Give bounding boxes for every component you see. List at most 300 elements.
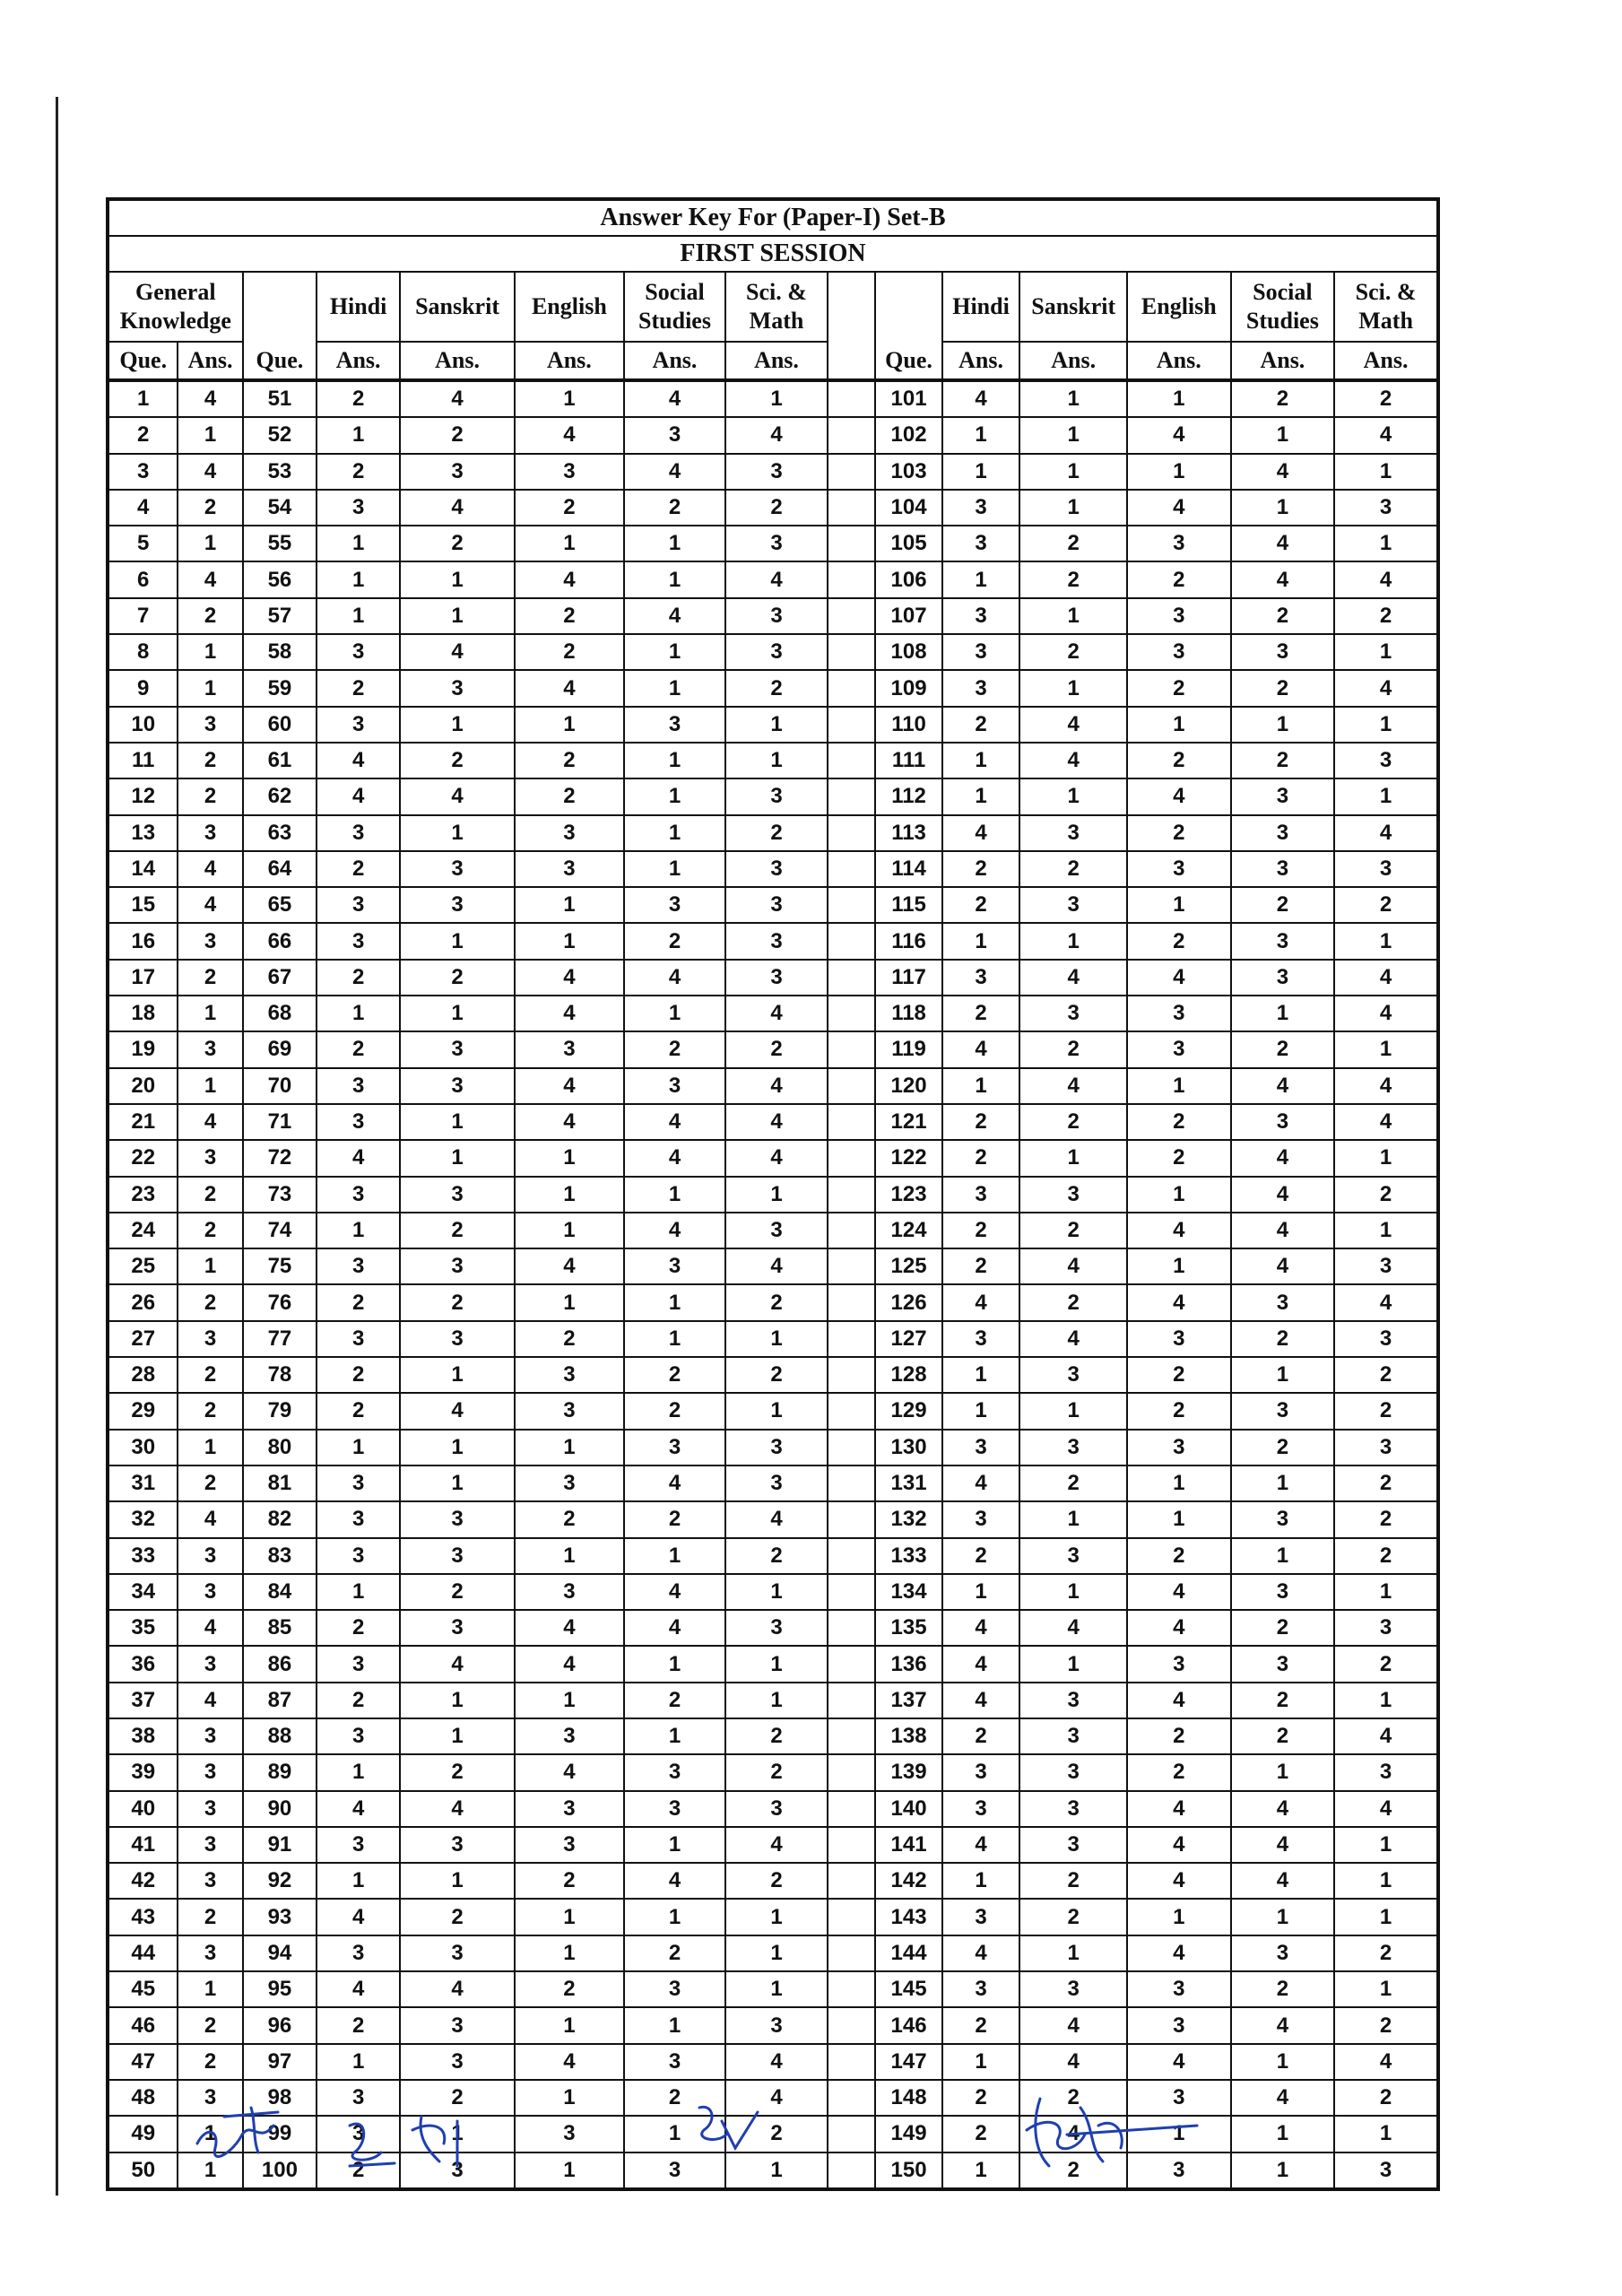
cell-que-mid: 88 bbox=[243, 1718, 317, 1754]
cell-ans-scimath-right: 2 bbox=[1334, 2080, 1438, 2116]
cell-ans-gk: 3 bbox=[178, 1538, 242, 1574]
cell-ans-hindi-left: 2 bbox=[317, 1357, 400, 1393]
cell-ans-english-left: 1 bbox=[515, 923, 624, 959]
cell-ans-social-left: 3 bbox=[624, 887, 726, 923]
cell-ans-english-right: 1 bbox=[1127, 1501, 1231, 1537]
cell-ans-english-right: 3 bbox=[1127, 1031, 1231, 1067]
signature-3 bbox=[681, 2094, 771, 2166]
cell-ans-scimath-right: 3 bbox=[1334, 1248, 1438, 1284]
cell-ans-social-left: 2 bbox=[624, 490, 726, 526]
cell-que-right: 112 bbox=[875, 778, 941, 814]
column-gap-cell bbox=[828, 1501, 876, 1537]
column-gap-cell bbox=[828, 2080, 876, 2116]
cell-ans-gk: 2 bbox=[178, 2044, 242, 2080]
cell-ans-hindi-right: 3 bbox=[942, 1791, 1020, 1827]
cell-ans-scimath-right: 2 bbox=[1334, 1646, 1438, 1682]
cell-que-mid: 100 bbox=[243, 2152, 317, 2189]
cell-ans-social-right: 3 bbox=[1231, 1935, 1335, 1971]
cell-ans-social-right: 3 bbox=[1231, 1646, 1335, 1682]
column-gap-cell bbox=[828, 1430, 876, 1465]
cell-que-right: 143 bbox=[875, 1899, 941, 1935]
cell-ans-sanskrit-right: 4 bbox=[1019, 1321, 1127, 1357]
table-row bbox=[108, 1574, 1438, 1610]
cell-ans-hindi-left: 1 bbox=[317, 1430, 400, 1465]
cell-ans-social-right: 1 bbox=[1231, 2152, 1335, 2189]
cell-ans-hindi-right: 2 bbox=[942, 1140, 1020, 1176]
column-gap-cell bbox=[828, 598, 876, 634]
cell-que-right: 125 bbox=[875, 1248, 941, 1284]
header-ans: Ans. bbox=[624, 342, 726, 380]
cell-ans-hindi-left: 3 bbox=[317, 1718, 400, 1754]
cell-que-mid: 85 bbox=[243, 1610, 317, 1646]
cell-ans-scimath-right: 4 bbox=[1334, 561, 1438, 597]
cell-que-mid: 91 bbox=[243, 1827, 317, 1863]
cell-ans-scimath-left: 2 bbox=[725, 1538, 828, 1574]
cell-ans-english-left: 2 bbox=[515, 1321, 624, 1357]
cell-ans-english-right: 1 bbox=[1127, 1068, 1231, 1104]
cell-ans-sanskrit-right: 1 bbox=[1019, 380, 1127, 417]
column-gap-cell bbox=[828, 743, 876, 778]
cell-ans-gk: 4 bbox=[178, 887, 242, 923]
cell-ans-sanskrit-left: 1 bbox=[400, 1104, 515, 1140]
cell-ans-hindi-left: 3 bbox=[317, 1465, 400, 1501]
cell-ans-scimath-left: 3 bbox=[725, 1791, 828, 1827]
cell-ans-hindi-left: 1 bbox=[317, 561, 400, 597]
cell-ans-social-left: 4 bbox=[624, 1863, 726, 1899]
cell-ans-gk: 3 bbox=[178, 1031, 242, 1067]
cell-ans-hindi-left: 4 bbox=[317, 1791, 400, 1827]
cell-ans-hindi-left: 2 bbox=[317, 1683, 400, 1718]
table-row bbox=[108, 2152, 1438, 2189]
cell-que-mid: 61 bbox=[243, 743, 317, 778]
cell-ans-gk: 2 bbox=[178, 960, 242, 996]
cell-que-gk: 20 bbox=[108, 1068, 178, 1104]
table-row bbox=[108, 1646, 1438, 1682]
cell-que-gk: 28 bbox=[108, 1357, 178, 1393]
cell-ans-sanskrit-left: 1 bbox=[400, 1718, 515, 1754]
cell-ans-social-right: 1 bbox=[1231, 1899, 1335, 1935]
table-row bbox=[108, 1501, 1438, 1537]
cell-ans-hindi-left: 2 bbox=[317, 380, 400, 417]
cell-ans-english-left: 2 bbox=[515, 490, 624, 526]
cell-que-mid: 79 bbox=[243, 1393, 317, 1429]
cell-que-mid: 82 bbox=[243, 1501, 317, 1537]
cell-que-right: 107 bbox=[875, 598, 941, 634]
cell-ans-sanskrit-right: 4 bbox=[1019, 1248, 1127, 1284]
cell-ans-scimath-right: 2 bbox=[1334, 1501, 1438, 1537]
cell-ans-sanskrit-right: 3 bbox=[1019, 1177, 1127, 1213]
cell-ans-sanskrit-left: 1 bbox=[400, 1357, 515, 1393]
cell-que-gk: 50 bbox=[108, 2152, 178, 2189]
table-row bbox=[108, 1465, 1438, 1501]
table-row bbox=[108, 1935, 1438, 1971]
cell-ans-scimath-left: 4 bbox=[725, 996, 828, 1031]
cell-ans-hindi-left: 3 bbox=[317, 1538, 400, 1574]
cell-ans-english-right: 3 bbox=[1127, 2080, 1231, 2116]
header-sci-math-left: Sci. & Math bbox=[725, 272, 828, 342]
cell-ans-hindi-right: 3 bbox=[942, 526, 1020, 561]
cell-ans-scimath-right: 1 bbox=[1334, 1899, 1438, 1935]
cell-que-gk: 32 bbox=[108, 1501, 178, 1537]
cell-ans-social-right: 4 bbox=[1231, 2007, 1335, 2043]
cell-ans-gk: 2 bbox=[178, 1899, 242, 1935]
cell-ans-scimath-left: 3 bbox=[725, 851, 828, 887]
cell-ans-english-left: 1 bbox=[515, 2080, 624, 2116]
cell-ans-scimath-left: 2 bbox=[725, 490, 828, 526]
cell-ans-sanskrit-left: 1 bbox=[400, 1430, 515, 1465]
cell-ans-scimath-left: 3 bbox=[725, 923, 828, 959]
cell-que-gk: 48 bbox=[108, 2080, 178, 2116]
cell-ans-sanskrit-left: 2 bbox=[400, 1754, 515, 1790]
cell-ans-hindi-left: 1 bbox=[317, 598, 400, 634]
cell-ans-social-left: 1 bbox=[624, 1177, 726, 1213]
cell-ans-social-left: 4 bbox=[624, 1465, 726, 1501]
cell-ans-hindi-left: 2 bbox=[317, 1393, 400, 1429]
table-row bbox=[108, 1393, 1438, 1429]
cell-que-right: 128 bbox=[875, 1357, 941, 1393]
cell-ans-sanskrit-right: 1 bbox=[1019, 1140, 1127, 1176]
cell-ans-english-left: 3 bbox=[515, 1791, 624, 1827]
cell-ans-scimath-left: 3 bbox=[725, 2007, 828, 2043]
cell-ans-gk: 1 bbox=[178, 670, 242, 706]
cell-ans-hindi-right: 2 bbox=[942, 1104, 1020, 1140]
cell-ans-social-right: 3 bbox=[1231, 851, 1335, 887]
cell-ans-english-left: 4 bbox=[515, 670, 624, 706]
cell-ans-hindi-left: 3 bbox=[317, 2116, 400, 2152]
cell-ans-hindi-left: 2 bbox=[317, 1031, 400, 1067]
column-gap-cell bbox=[828, 1140, 876, 1176]
cell-ans-scimath-left: 4 bbox=[725, 2044, 828, 2080]
cell-que-gk: 41 bbox=[108, 1827, 178, 1863]
table-row bbox=[108, 670, 1438, 706]
cell-ans-social-right: 4 bbox=[1231, 1213, 1335, 1248]
cell-ans-scimath-left: 3 bbox=[725, 598, 828, 634]
cell-ans-english-left: 4 bbox=[515, 561, 624, 597]
cell-ans-scimath-right: 2 bbox=[1334, 1465, 1438, 1501]
table-row bbox=[108, 1284, 1438, 1320]
cell-ans-hindi-left: 2 bbox=[317, 1284, 400, 1320]
cell-que-mid: 69 bbox=[243, 1031, 317, 1067]
column-gap-cell bbox=[828, 1827, 876, 1863]
cell-ans-gk: 1 bbox=[178, 1068, 242, 1104]
cell-ans-social-left: 1 bbox=[624, 670, 726, 706]
cell-ans-english-left: 4 bbox=[515, 1068, 624, 1104]
cell-ans-sanskrit-left: 2 bbox=[400, 1213, 515, 1248]
cell-ans-social-left: 1 bbox=[624, 561, 726, 597]
cell-ans-english-left: 1 bbox=[515, 1140, 624, 1176]
cell-ans-english-right: 4 bbox=[1127, 490, 1231, 526]
cell-ans-sanskrit-left: 2 bbox=[400, 960, 515, 996]
cell-ans-hindi-left: 1 bbox=[317, 996, 400, 1031]
cell-ans-scimath-left: 2 bbox=[725, 2116, 828, 2152]
cell-que-mid: 97 bbox=[243, 2044, 317, 2080]
cell-ans-english-right: 3 bbox=[1127, 1971, 1231, 2007]
cell-ans-gk: 1 bbox=[178, 1248, 242, 1284]
table-row bbox=[108, 743, 1438, 778]
cell-que-right: 142 bbox=[875, 1863, 941, 1899]
column-gap-cell bbox=[828, 2007, 876, 2043]
cell-ans-social-right: 3 bbox=[1231, 815, 1335, 851]
cell-ans-social-left: 1 bbox=[624, 996, 726, 1031]
cell-ans-hindi-right: 3 bbox=[942, 670, 1020, 706]
column-gap-cell bbox=[828, 670, 876, 706]
column-gap-cell bbox=[828, 1971, 876, 2007]
cell-ans-sanskrit-right: 2 bbox=[1019, 2152, 1127, 2189]
cell-ans-hindi-right: 3 bbox=[942, 1321, 1020, 1357]
header-hindi-right: Hindi bbox=[942, 272, 1020, 342]
cell-ans-english-right: 3 bbox=[1127, 526, 1231, 561]
cell-ans-sanskrit-right: 4 bbox=[1019, 2116, 1127, 2152]
cell-ans-sanskrit-left: 1 bbox=[400, 2116, 515, 2152]
cell-que-mid: 52 bbox=[243, 417, 317, 453]
signature-4 bbox=[1013, 2081, 1210, 2179]
table-row bbox=[108, 2044, 1438, 2080]
cell-ans-scimath-right: 1 bbox=[1334, 454, 1438, 490]
cell-ans-hindi-right: 3 bbox=[942, 490, 1020, 526]
cell-que-gk: 31 bbox=[108, 1465, 178, 1501]
cell-ans-gk: 2 bbox=[178, 1177, 242, 1213]
cell-que-mid: 58 bbox=[243, 634, 317, 670]
cell-que-right: 129 bbox=[875, 1393, 941, 1429]
cell-ans-scimath-left: 4 bbox=[725, 1827, 828, 1863]
cell-ans-scimath-right: 4 bbox=[1334, 670, 1438, 706]
cell-ans-hindi-right: 4 bbox=[942, 1284, 1020, 1320]
cell-ans-english-right: 4 bbox=[1127, 1827, 1231, 1863]
cell-ans-scimath-left: 3 bbox=[725, 454, 828, 490]
cell-ans-scimath-right: 3 bbox=[1334, 1321, 1438, 1357]
cell-ans-social-right: 2 bbox=[1231, 380, 1335, 417]
cell-que-gk: 42 bbox=[108, 1863, 178, 1899]
cell-ans-social-right: 3 bbox=[1231, 1284, 1335, 1320]
cell-ans-english-left: 2 bbox=[515, 1501, 624, 1537]
cell-que-gk: 35 bbox=[108, 1610, 178, 1646]
cell-ans-english-left: 4 bbox=[515, 2044, 624, 2080]
cell-ans-sanskrit-right: 2 bbox=[1019, 1104, 1127, 1140]
cell-ans-sanskrit-left: 2 bbox=[400, 526, 515, 561]
cell-que-mid: 62 bbox=[243, 778, 317, 814]
cell-ans-gk: 3 bbox=[178, 1718, 242, 1754]
cell-ans-sanskrit-left: 3 bbox=[400, 887, 515, 923]
cell-que-right: 113 bbox=[875, 815, 941, 851]
column-gap-cell bbox=[828, 417, 876, 453]
table-row bbox=[108, 1357, 1438, 1393]
cell-ans-hindi-right: 1 bbox=[942, 923, 1020, 959]
cell-ans-english-right: 2 bbox=[1127, 561, 1231, 597]
cell-ans-english-left: 4 bbox=[515, 1646, 624, 1682]
cell-ans-sanskrit-left: 3 bbox=[400, 670, 515, 706]
cell-que-right: 150 bbox=[875, 2152, 941, 2189]
cell-ans-gk: 3 bbox=[178, 1140, 242, 1176]
cell-ans-sanskrit-left: 4 bbox=[400, 1791, 515, 1827]
cell-ans-scimath-left: 1 bbox=[725, 1393, 828, 1429]
cell-ans-social-left: 4 bbox=[624, 1104, 726, 1140]
cell-ans-sanskrit-left: 1 bbox=[400, 815, 515, 851]
cell-ans-sanskrit-right: 3 bbox=[1019, 1538, 1127, 1574]
cell-ans-social-right: 4 bbox=[1231, 1863, 1335, 1899]
cell-ans-scimath-right: 2 bbox=[1334, 1538, 1438, 1574]
cell-ans-gk: 2 bbox=[178, 598, 242, 634]
cell-ans-english-left: 3 bbox=[515, 1827, 624, 1863]
cell-ans-scimath-left: 2 bbox=[725, 815, 828, 851]
cell-ans-english-left: 1 bbox=[515, 1213, 624, 1248]
header-ans: Ans. bbox=[1127, 342, 1231, 380]
header-sci-math-right: Sci. & Math bbox=[1334, 272, 1438, 342]
cell-ans-sanskrit-right: 2 bbox=[1019, 1284, 1127, 1320]
cell-ans-social-left: 4 bbox=[624, 1213, 726, 1248]
table-row bbox=[108, 1140, 1438, 1176]
cell-ans-gk: 3 bbox=[178, 923, 242, 959]
cell-ans-english-right: 3 bbox=[1127, 1321, 1231, 1357]
cell-que-gk: 45 bbox=[108, 1971, 178, 2007]
session-title: FIRST SESSION bbox=[108, 236, 1438, 272]
cell-ans-sanskrit-left: 4 bbox=[400, 1393, 515, 1429]
cell-ans-english-left: 4 bbox=[515, 996, 624, 1031]
cell-ans-hindi-right: 1 bbox=[942, 2152, 1020, 2189]
cell-ans-hindi-right: 2 bbox=[942, 707, 1020, 743]
column-gap-cell bbox=[828, 1321, 876, 1357]
cell-ans-sanskrit-left: 4 bbox=[400, 778, 515, 814]
cell-ans-english-right: 3 bbox=[1127, 634, 1231, 670]
cell-que-mid: 98 bbox=[243, 2080, 317, 2116]
cell-ans-sanskrit-right: 4 bbox=[1019, 2007, 1127, 2043]
cell-ans-sanskrit-left: 3 bbox=[400, 2007, 515, 2043]
column-gap-cell bbox=[828, 1646, 876, 1682]
cell-que-right: 126 bbox=[875, 1284, 941, 1320]
cell-ans-hindi-left: 3 bbox=[317, 1068, 400, 1104]
header-sanskrit-left: Sanskrit bbox=[400, 272, 515, 342]
table-row bbox=[108, 1538, 1438, 1574]
column-gap-cell bbox=[828, 1357, 876, 1393]
cell-ans-sanskrit-left: 1 bbox=[400, 598, 515, 634]
cell-ans-sanskrit-left: 1 bbox=[400, 1683, 515, 1718]
table-row bbox=[108, 1031, 1438, 1067]
table-row bbox=[108, 561, 1438, 597]
cell-que-mid: 51 bbox=[243, 380, 317, 417]
cell-ans-sanskrit-right: 2 bbox=[1019, 634, 1127, 670]
cell-ans-hindi-right: 1 bbox=[942, 561, 1020, 597]
column-gap-cell bbox=[828, 815, 876, 851]
cell-ans-hindi-right: 3 bbox=[942, 634, 1020, 670]
cell-ans-hindi-right: 1 bbox=[942, 1357, 1020, 1393]
cell-que-right: 134 bbox=[875, 1574, 941, 1610]
column-gap-cell bbox=[828, 1465, 876, 1501]
cell-ans-hindi-left: 3 bbox=[317, 1248, 400, 1284]
cell-ans-english-right: 4 bbox=[1127, 1574, 1231, 1610]
cell-que-right: 116 bbox=[875, 923, 941, 959]
cell-que-mid: 60 bbox=[243, 707, 317, 743]
column-gap-cell bbox=[828, 960, 876, 996]
cell-ans-scimath-left: 3 bbox=[725, 526, 828, 561]
cell-ans-english-right: 3 bbox=[1127, 851, 1231, 887]
table-row bbox=[108, 1718, 1438, 1754]
cell-ans-social-left: 3 bbox=[624, 1971, 726, 2007]
cell-ans-english-right: 1 bbox=[1127, 2116, 1231, 2152]
cell-que-right: 118 bbox=[875, 996, 941, 1031]
table-row bbox=[108, 923, 1438, 959]
cell-ans-scimath-right: 4 bbox=[1334, 1284, 1438, 1320]
cell-ans-scimath-right: 4 bbox=[1334, 1104, 1438, 1140]
cell-ans-social-right: 1 bbox=[1231, 707, 1335, 743]
cell-ans-social-right: 2 bbox=[1231, 1683, 1335, 1718]
cell-ans-social-left: 1 bbox=[624, 1827, 726, 1863]
cell-que-gk: 16 bbox=[108, 923, 178, 959]
cell-ans-gk: 1 bbox=[178, 634, 242, 670]
cell-ans-gk: 3 bbox=[178, 1574, 242, 1610]
cell-ans-gk: 3 bbox=[178, 1754, 242, 1790]
cell-que-mid: 64 bbox=[243, 851, 317, 887]
cell-ans-english-right: 1 bbox=[1127, 1465, 1231, 1501]
cell-ans-english-right: 4 bbox=[1127, 1863, 1231, 1899]
cell-ans-gk: 3 bbox=[178, 2080, 242, 2116]
cell-que-gk: 8 bbox=[108, 634, 178, 670]
column-gap-cell bbox=[828, 1863, 876, 1899]
cell-ans-social-left: 2 bbox=[624, 1935, 726, 1971]
cell-ans-sanskrit-right: 4 bbox=[1019, 2044, 1127, 2080]
cell-que-right: 108 bbox=[875, 634, 941, 670]
cell-ans-sanskrit-left: 3 bbox=[400, 851, 515, 887]
cell-ans-english-left: 1 bbox=[515, 1899, 624, 1935]
cell-ans-hindi-left: 4 bbox=[317, 1971, 400, 2007]
cell-ans-english-right: 2 bbox=[1127, 1754, 1231, 1790]
cell-ans-english-left: 3 bbox=[515, 815, 624, 851]
header-sanskrit-right: Sanskrit bbox=[1019, 272, 1127, 342]
cell-ans-scimath-left: 1 bbox=[725, 707, 828, 743]
cell-que-right: 117 bbox=[875, 960, 941, 996]
cell-ans-hindi-right: 3 bbox=[942, 598, 1020, 634]
cell-que-mid: 95 bbox=[243, 1971, 317, 2007]
table-row bbox=[108, 1899, 1438, 1935]
cell-ans-social-right: 4 bbox=[1231, 2080, 1335, 2116]
cell-que-right: 109 bbox=[875, 670, 941, 706]
cell-ans-social-right: 2 bbox=[1231, 1321, 1335, 1357]
cell-ans-social-right: 1 bbox=[1231, 1754, 1335, 1790]
cell-que-mid: 67 bbox=[243, 960, 317, 996]
cell-ans-social-right: 2 bbox=[1231, 1610, 1335, 1646]
header-english-right: English bbox=[1127, 272, 1231, 342]
table-row bbox=[108, 1971, 1438, 2007]
cell-ans-english-right: 2 bbox=[1127, 923, 1231, 959]
cell-ans-sanskrit-right: 3 bbox=[1019, 1827, 1127, 1863]
column-gap-cell bbox=[828, 1068, 876, 1104]
cell-que-gk: 12 bbox=[108, 778, 178, 814]
cell-ans-scimath-right: 2 bbox=[1334, 380, 1438, 417]
cell-que-gk: 5 bbox=[108, 526, 178, 561]
cell-ans-sanskrit-left: 4 bbox=[400, 634, 515, 670]
header-ans: Ans. bbox=[725, 342, 828, 380]
cell-ans-social-right: 3 bbox=[1231, 634, 1335, 670]
cell-ans-sanskrit-left: 1 bbox=[400, 1863, 515, 1899]
cell-ans-gk: 1 bbox=[178, 1430, 242, 1465]
cell-que-right: 149 bbox=[875, 2116, 941, 2152]
cell-ans-scimath-right: 2 bbox=[1334, 1935, 1438, 1971]
cell-ans-scimath-right: 2 bbox=[1334, 1357, 1438, 1393]
cell-que-gk: 4 bbox=[108, 490, 178, 526]
cell-ans-gk: 2 bbox=[178, 778, 242, 814]
cell-ans-sanskrit-right: 3 bbox=[1019, 815, 1127, 851]
cell-que-mid: 59 bbox=[243, 670, 317, 706]
table-row bbox=[108, 2007, 1438, 2043]
cell-ans-scimath-left: 3 bbox=[725, 1610, 828, 1646]
cell-ans-scimath-left: 1 bbox=[725, 380, 828, 417]
cell-ans-social-left: 4 bbox=[624, 598, 726, 634]
column-gap-cell bbox=[828, 887, 876, 923]
column-gap-cell bbox=[828, 1574, 876, 1610]
column-gap-cell bbox=[828, 996, 876, 1031]
column-gap-cell bbox=[828, 526, 876, 561]
column-gap bbox=[828, 272, 876, 380]
cell-ans-social-left: 2 bbox=[624, 1683, 726, 1718]
cell-ans-scimath-right: 4 bbox=[1334, 960, 1438, 996]
